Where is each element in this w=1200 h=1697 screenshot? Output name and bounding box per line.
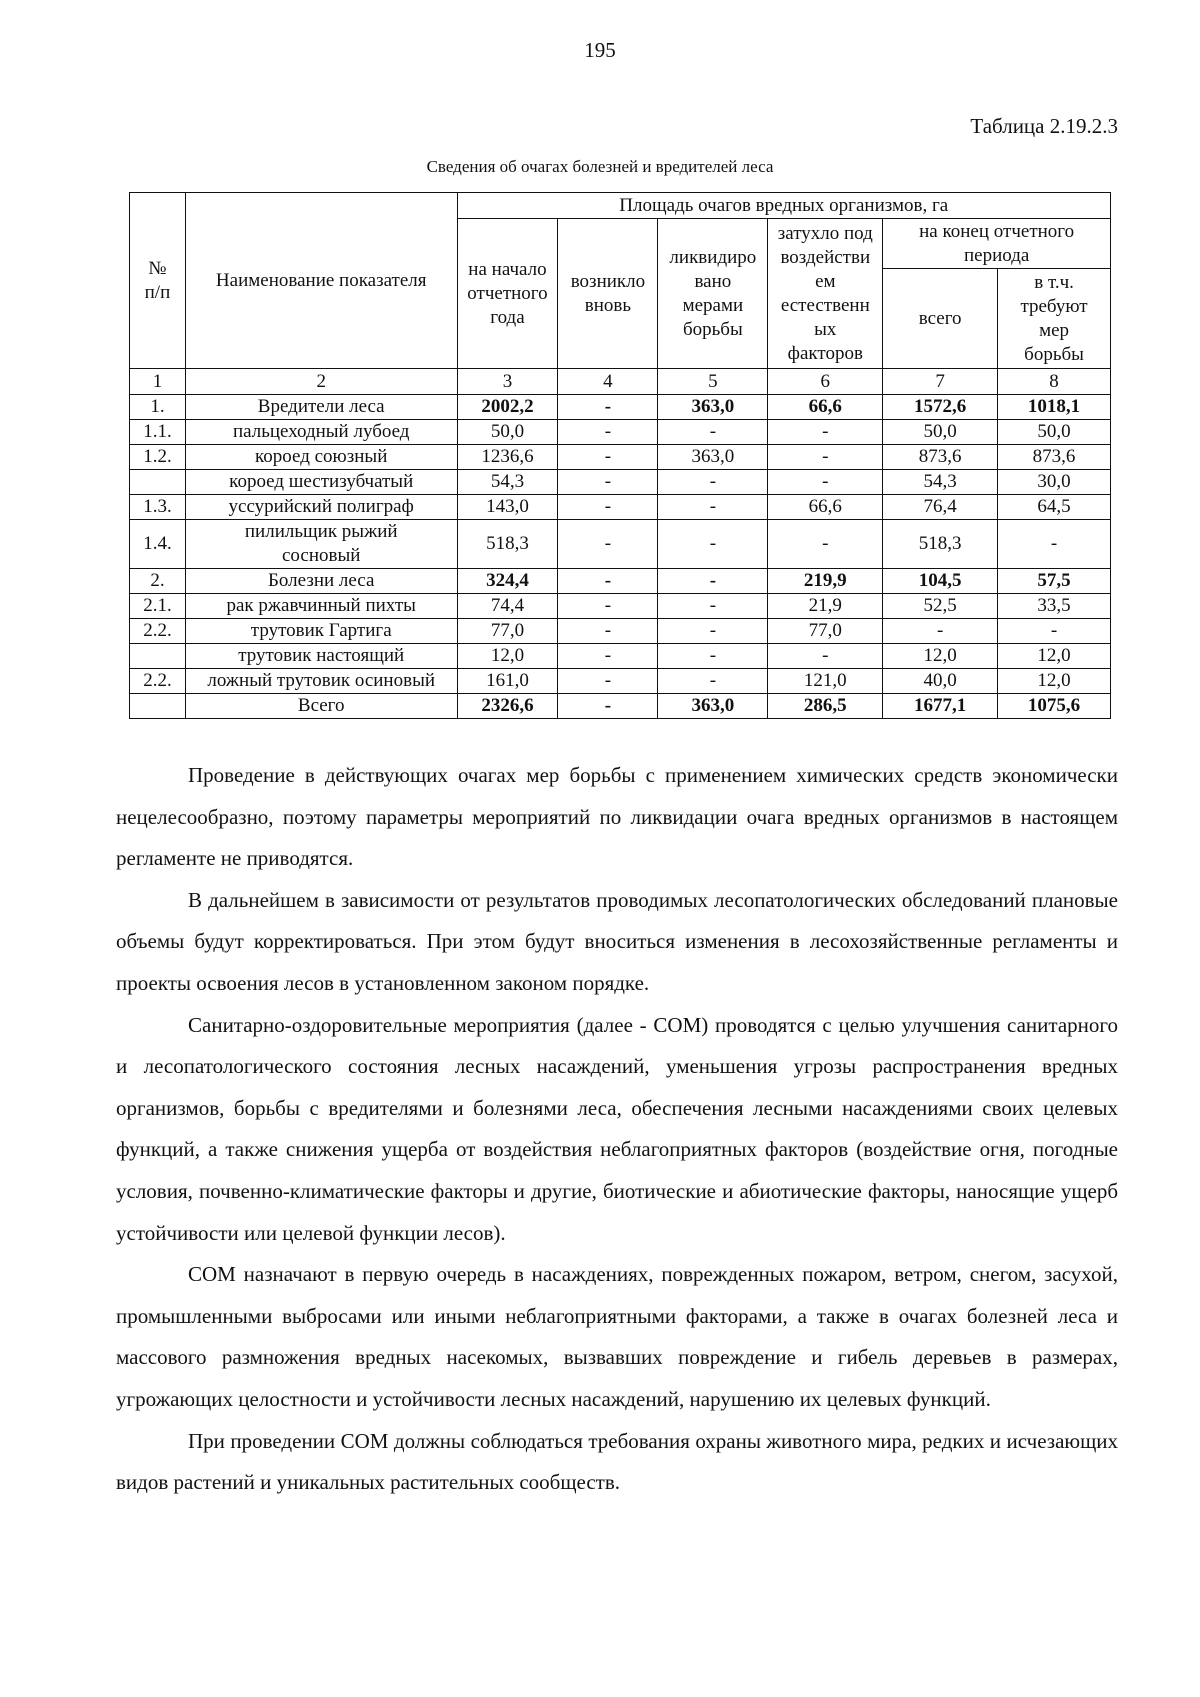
column-number-cell: 3 xyxy=(457,369,558,395)
row-value-cell: - xyxy=(558,594,658,619)
row-value-cell: - xyxy=(768,420,883,445)
row-number-cell: 1.1. xyxy=(130,420,186,445)
row-value-cell: - xyxy=(998,520,1111,569)
column-number-cell: 4 xyxy=(558,369,658,395)
row-value-cell: - xyxy=(558,569,658,594)
row-value-cell: - xyxy=(558,395,658,420)
row-name-cell: рак ржавчинный пихты xyxy=(185,594,457,619)
row-value-cell: 1018,1 xyxy=(998,395,1111,420)
row-name-cell: короед шестизубчатый xyxy=(185,470,457,495)
row-value-cell: 363,0 xyxy=(658,395,768,420)
row-value-cell: - xyxy=(768,445,883,470)
row-value-cell: 33,5 xyxy=(998,594,1111,619)
row-value-cell: 873,6 xyxy=(883,445,998,470)
row-value-cell: - xyxy=(768,470,883,495)
header-end-total: всего xyxy=(883,269,998,369)
row-value-cell: 64,5 xyxy=(998,495,1111,520)
row-value-cell: 50,0 xyxy=(457,420,558,445)
row-value-cell: 12,0 xyxy=(883,644,998,669)
column-numbers-row xyxy=(130,369,1111,395)
row-value-cell: 66,6 xyxy=(768,395,883,420)
row-value-cell: - xyxy=(658,594,768,619)
row-number-cell xyxy=(130,644,186,669)
row-value-cell: 21,9 xyxy=(768,594,883,619)
row-number-cell: 1. xyxy=(130,395,186,420)
row-value-cell: 2002,2 xyxy=(457,395,558,420)
row-value-cell: 52,5 xyxy=(883,594,998,619)
row-value-cell: 77,0 xyxy=(768,619,883,644)
row-value-cell: - xyxy=(558,619,658,644)
row-number-cell: 1.2. xyxy=(130,445,186,470)
row-value-cell: - xyxy=(768,520,883,569)
row-name-cell: уссурийский полиграф xyxy=(185,495,457,520)
row-value-cell: 57,5 xyxy=(998,569,1111,594)
row-value-cell: 1677,1 xyxy=(883,694,998,719)
row-value-cell: 77,0 xyxy=(457,619,558,644)
row-value-cell: - xyxy=(558,520,658,569)
paragraph: При проведении СОМ должны соблюдаться требования охраны животного мира, редких и исчезающих видов растений и уникальных растительных сообществ. xyxy=(116,1428,1118,1495)
row-value-cell: 66,6 xyxy=(768,495,883,520)
column-number-cell: 2 xyxy=(185,369,457,395)
row-value-cell: - xyxy=(768,644,883,669)
paragraph: СОМ назначают в первую очередь в насаждениях, поврежденных пожаром, ветром, снегом, засухой, промышленными выбросами или иными неблагоприятными факторами, а также в очагах болезней леса и массового размножения вредных насекомых, вызвавших повреждение и гибель деревьев в размерах, угрожающих целостности и устойчивости лесных насаждений, нарушению их целевых функций. xyxy=(116,1262,1118,1411)
column-number-cell: 1 xyxy=(130,369,186,395)
row-value-cell: - xyxy=(658,420,768,445)
table-row xyxy=(130,569,1111,594)
row-value-cell: - xyxy=(558,495,658,520)
row-value-cell: 518,3 xyxy=(457,520,558,569)
row-value-cell: 54,3 xyxy=(457,470,558,495)
header-end-of-period-group: на конец отчетного периода xyxy=(883,219,1111,269)
row-value-cell: 40,0 xyxy=(883,669,998,694)
row-number-cell xyxy=(130,694,186,719)
paragraph: В дальнейшем в зависимости от результатов проводимых лесопатологических обследований плановые объемы будут корректироваться. При этом будут вноситься изменения в лесохозяйственные регламенты и проекты освоения лесов в установленном законом порядке. xyxy=(116,887,1118,995)
pest-foci-table xyxy=(129,192,1111,719)
row-value-cell: 518,3 xyxy=(883,520,998,569)
row-value-cell: - xyxy=(658,569,768,594)
row-value-cell: - xyxy=(558,470,658,495)
row-value-cell: - xyxy=(658,470,768,495)
table-row xyxy=(130,420,1111,445)
row-value-cell: - xyxy=(558,445,658,470)
column-number-cell: 5 xyxy=(658,369,768,395)
column-number-cell: 8 xyxy=(998,369,1111,395)
row-value-cell: - xyxy=(558,669,658,694)
row-number-cell: 1.4. xyxy=(130,520,186,569)
header-natural-decline: затухло под воздействи ем естественн ых факторов xyxy=(768,219,883,369)
row-value-cell: 1572,6 xyxy=(883,395,998,420)
row-value-cell: 12,0 xyxy=(457,644,558,669)
row-value-cell: 143,0 xyxy=(457,495,558,520)
table-row xyxy=(130,395,1111,420)
paragraph: Санитарно-оздоровительные мероприятия (далее - СОМ) проводятся с целью улучшения санитарного и лесопатологического состояния лесных насаждений, уменьшения угрозы распространения вредных организмов, борьбы с вредителями и болезнями леса, обеспечения лесными насаждениями своих целевых функций, а также снижения ущерба от воздействия неблагоприятных факторов (воздействие огня, погодные условия, почвенно-климатические факторы и другие, биотические и абиотические факторы, наносящие ущерб устойчивости или целевой функции лесов). xyxy=(116,1012,1118,1245)
row-value-cell: 286,5 xyxy=(768,694,883,719)
table-row xyxy=(130,669,1111,694)
row-value-cell: 50,0 xyxy=(883,420,998,445)
row-number-cell: 2.2. xyxy=(130,619,186,644)
row-value-cell: 1236,6 xyxy=(457,445,558,470)
row-number-cell: 1.3. xyxy=(130,495,186,520)
row-value-cell: 50,0 xyxy=(998,420,1111,445)
row-value-cell: 76,4 xyxy=(883,495,998,520)
header-start-of-period: на начало отчетного года xyxy=(457,219,558,369)
row-number-cell: 2.1. xyxy=(130,594,186,619)
row-value-cell: 324,4 xyxy=(457,569,558,594)
table-row xyxy=(130,495,1111,520)
row-value-cell: - xyxy=(883,619,998,644)
header-area-group: Площадь очагов вредных организмов, га xyxy=(457,193,1111,219)
row-value-cell: 54,3 xyxy=(883,470,998,495)
row-name-cell: пальцеходный лубоед xyxy=(185,420,457,445)
row-name-cell: Вредители леса xyxy=(185,395,457,420)
row-value-cell: 161,0 xyxy=(457,669,558,694)
row-value-cell: - xyxy=(658,619,768,644)
row-value-cell: 363,0 xyxy=(658,694,768,719)
row-name-cell: пилильщик рыжий сосновый xyxy=(185,520,457,569)
row-number-cell xyxy=(130,470,186,495)
row-value-cell: 1075,6 xyxy=(998,694,1111,719)
row-number-cell: 2. xyxy=(130,569,186,594)
header-indicator-name: Наименование показателя xyxy=(185,193,457,369)
header-number: № п/п xyxy=(130,193,186,369)
page-number: 195 xyxy=(584,38,616,62)
table-row xyxy=(130,694,1111,719)
row-value-cell: - xyxy=(558,644,658,669)
table-row xyxy=(130,594,1111,619)
row-value-cell: - xyxy=(558,694,658,719)
row-value-cell: 2326,6 xyxy=(457,694,558,719)
row-name-cell: Болезни леса xyxy=(185,569,457,594)
row-value-cell: 30,0 xyxy=(998,470,1111,495)
table-label: Таблица 2.19.2.3 xyxy=(970,114,1118,138)
table-row xyxy=(130,520,1111,569)
row-value-cell: 104,5 xyxy=(883,569,998,594)
paragraph: Проведение в действующих очагах мер борьбы с применением химических средств экономически нецелесообразно, поэтому параметры мероприятий по ликвидации очага вредных организмов в настоящем регламенте не приводятся. xyxy=(116,763,1118,871)
row-number-cell: 2.2. xyxy=(130,669,186,694)
row-name-cell: трутовик Гартига xyxy=(185,619,457,644)
column-number-cell: 7 xyxy=(883,369,998,395)
row-value-cell: 219,9 xyxy=(768,569,883,594)
row-name-cell: короед союзный xyxy=(185,445,457,470)
table-row xyxy=(130,644,1111,669)
row-name-cell: Всего xyxy=(185,694,457,719)
row-value-cell: - xyxy=(558,420,658,445)
header-newly-emerged: возникло вновь xyxy=(558,219,658,369)
header-end-requiring-control: в т.ч. требуют мер борьбы xyxy=(998,269,1111,369)
table-row xyxy=(130,445,1111,470)
table-caption: Сведения об очагах болезней и вредителей леса xyxy=(426,157,774,176)
row-value-cell: - xyxy=(658,495,768,520)
row-value-cell: - xyxy=(658,669,768,694)
header-liquidated: ликвидиро вано мерами борьбы xyxy=(658,219,768,369)
row-value-cell: 74,4 xyxy=(457,594,558,619)
body-text xyxy=(116,755,1118,1504)
row-name-cell: трутовик настоящий xyxy=(185,644,457,669)
row-value-cell: - xyxy=(658,520,768,569)
table-row xyxy=(130,619,1111,644)
row-name-cell: ложный трутовик осиновый xyxy=(185,669,457,694)
row-value-cell: 12,0 xyxy=(998,669,1111,694)
row-value-cell: - xyxy=(998,619,1111,644)
column-number-cell: 6 xyxy=(768,369,883,395)
table-row xyxy=(130,470,1111,495)
row-value-cell: 12,0 xyxy=(998,644,1111,669)
row-value-cell: 873,6 xyxy=(998,445,1111,470)
row-value-cell: 363,0 xyxy=(658,445,768,470)
row-value-cell: - xyxy=(658,644,768,669)
row-value-cell: 121,0 xyxy=(768,669,883,694)
